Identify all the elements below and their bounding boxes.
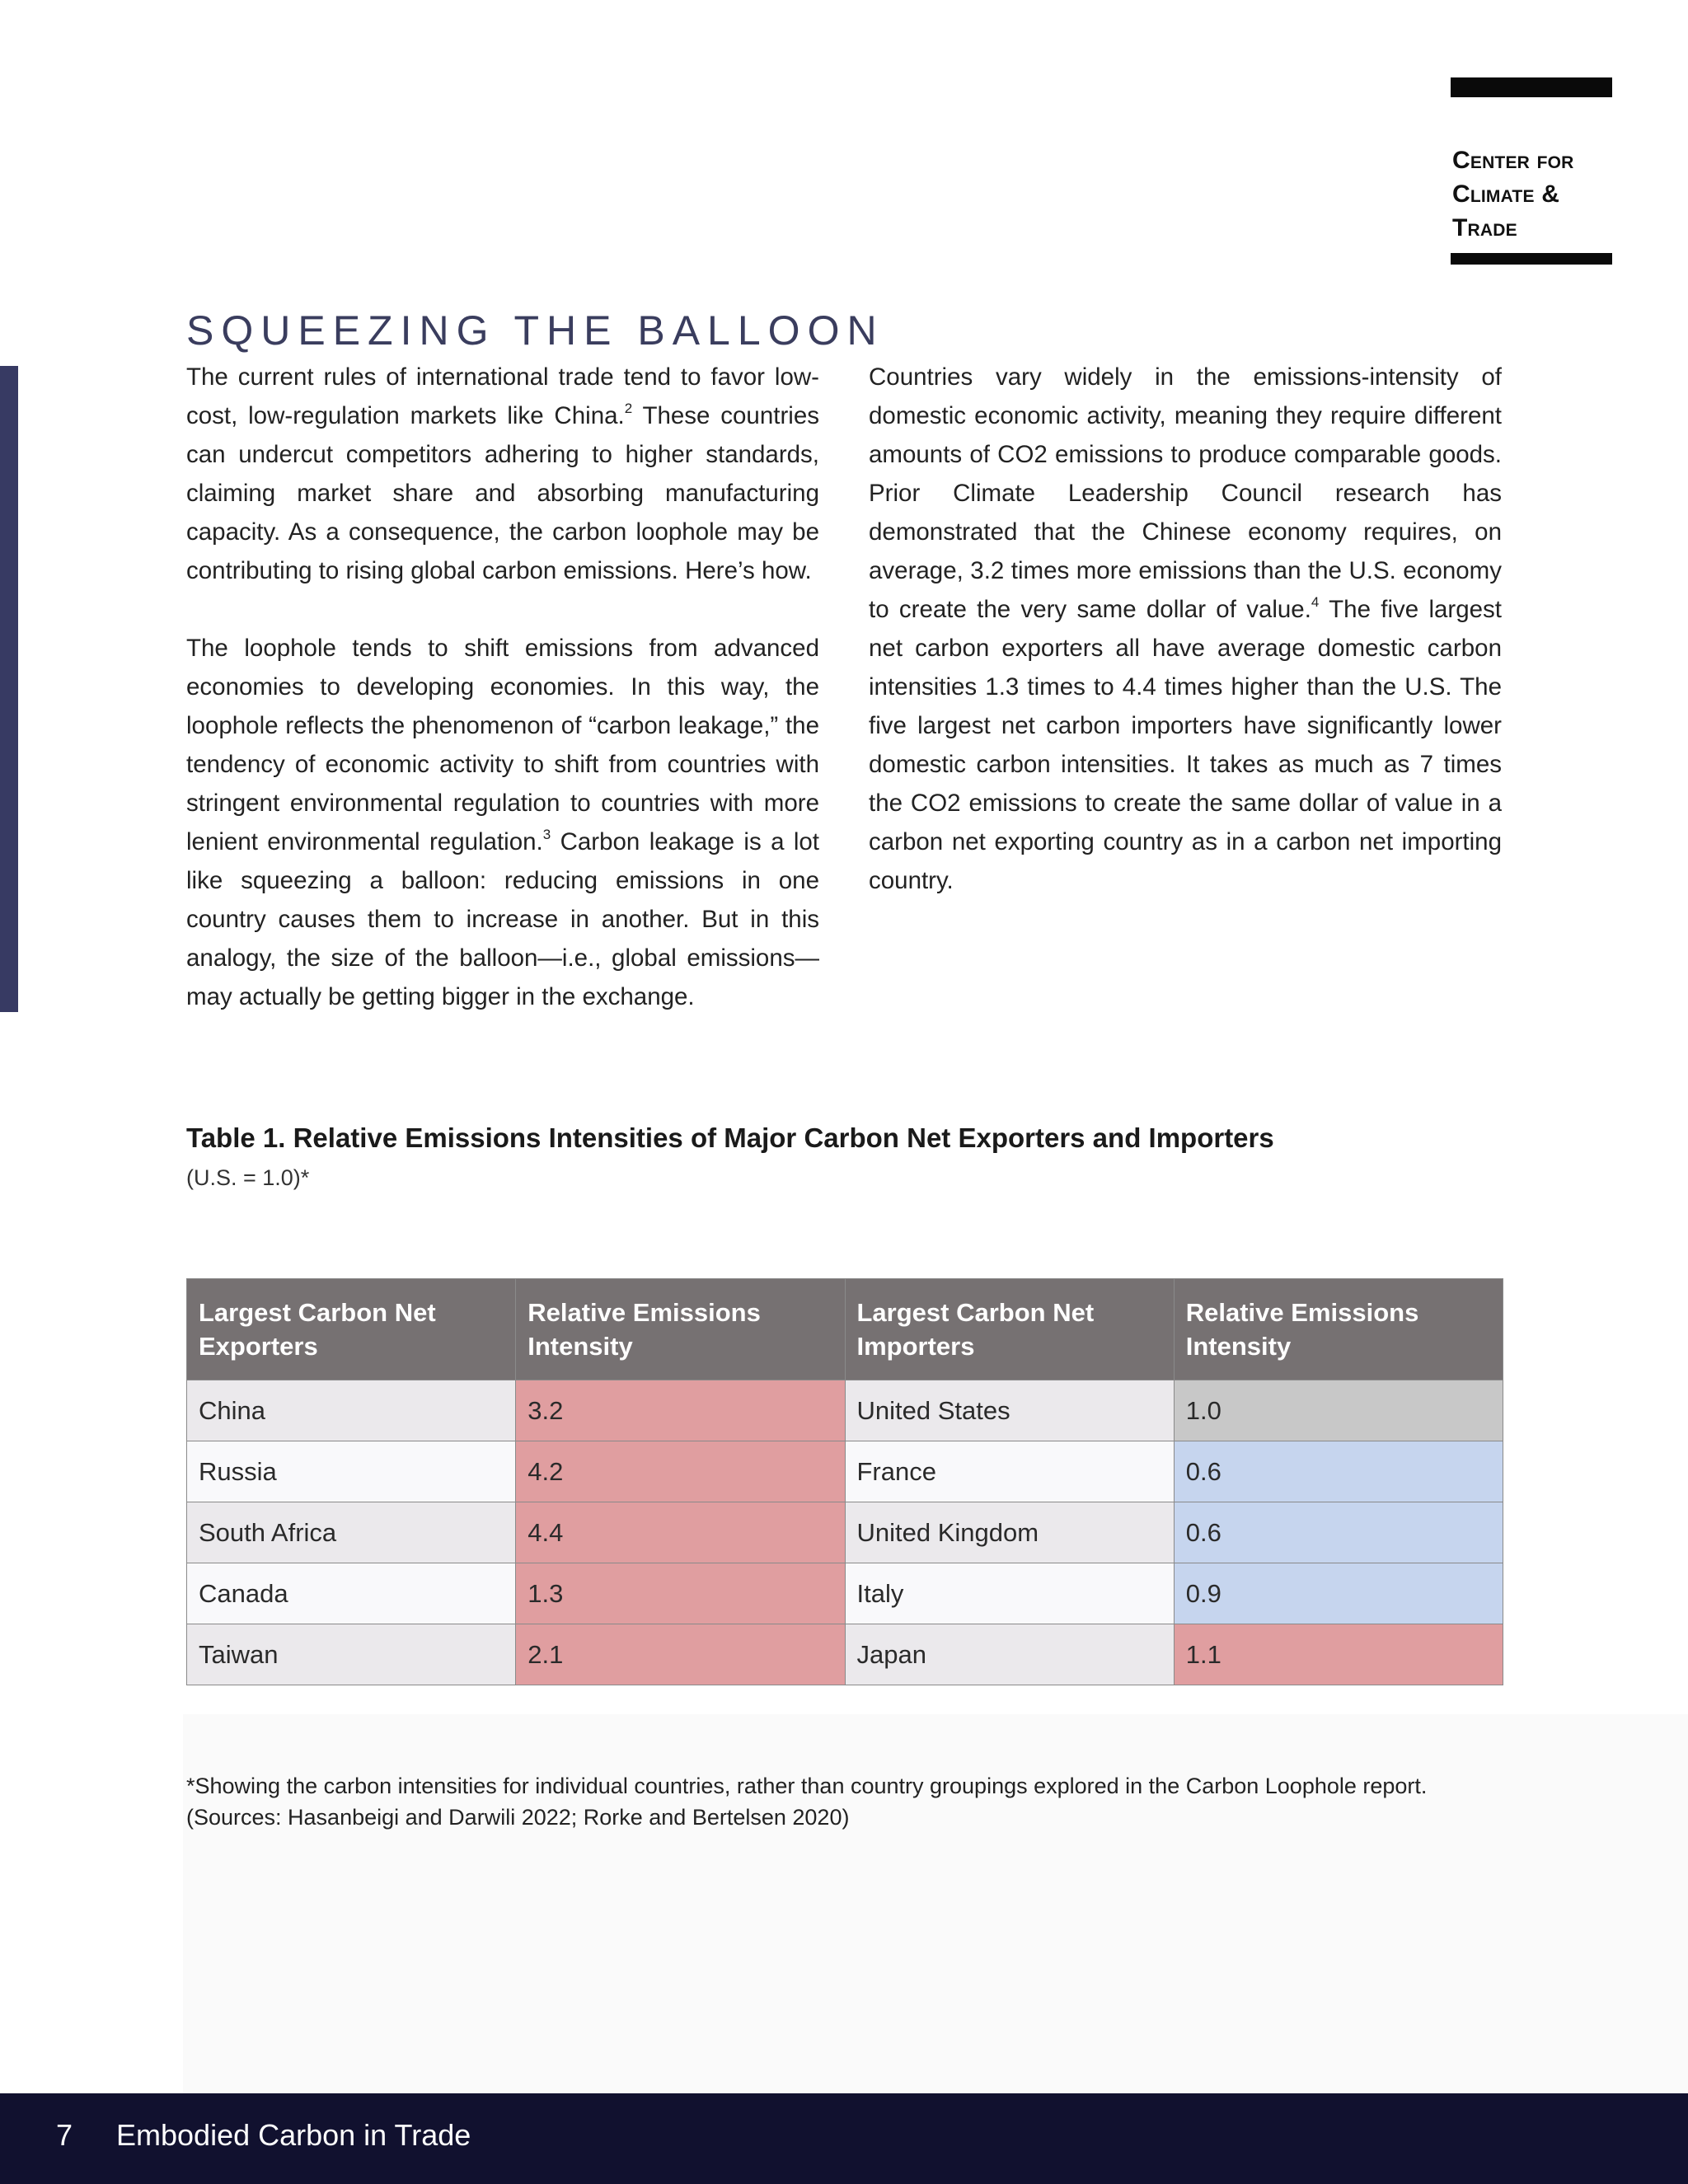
exporter-name: Taiwan: [187, 1624, 516, 1685]
table-row: [187, 1502, 1503, 1563]
paragraph-1-text-b: These countries can undercut competitors adhering to higher standards, claiming market share and absorbing manufacturing capacity. As a consequence, the carbon loophole may be contributing to rising global carbon emissions. Here’s how.: [186, 402, 819, 584]
table-row: [187, 1563, 1503, 1624]
importer-intensity: 0.9: [1174, 1563, 1503, 1624]
importer-name: France: [845, 1441, 1174, 1502]
paragraph-3-text-b: The five largest net carbon exporters all have average domestic carbon intensities 1.3 times to 4.4 times higher than the U.S. The five largest net carbon importers have significantly lower domestic carbon intensities. It takes as much as 7 times the CO2 emissions to create the same dollar of value in a carbon net exporting country as in a carbon net importing country.: [869, 596, 1502, 894]
center-for-climate-and-trade-logo: [1451, 77, 1612, 265]
paragraph-3: [869, 358, 1502, 900]
header-exporters: Largest Carbon Net Exporters: [187, 1279, 516, 1380]
footnote-ref-4[interactable]: 4: [1311, 594, 1320, 611]
header-exporter-intensity: Relative Emissions Intensity: [516, 1279, 845, 1380]
logo-top-bar: [1451, 77, 1612, 97]
table-row: [187, 1380, 1503, 1441]
footnote-ref-3[interactable]: 3: [542, 827, 551, 843]
exporter-name: Canada: [187, 1563, 516, 1624]
exporter-name: Russia: [187, 1441, 516, 1502]
header-importers: Largest Carbon Net Importers: [845, 1279, 1174, 1380]
paragraph-2-text-b: Carbon leakage is a lot like squeezing a balloon: reducing emissions in one country causes them to increase in another. But in this analogy, the size of the balloon—i.e., global emissions—may actually be getting bigger in the exchange.: [186, 828, 819, 1010]
footer-doc-title: Embodied Carbon in Trade: [116, 2118, 471, 2152]
logo-line-3: Trade: [1452, 214, 1517, 241]
importer-name: Italy: [845, 1563, 1174, 1624]
table-footnote: [186, 1770, 1427, 1833]
table-caption: Table 1. Relative Emissions Intensities of Major Carbon Net Exporters and Importers: [186, 1122, 1274, 1153]
body-right-column: [869, 358, 1502, 939]
importer-name: United States: [845, 1380, 1174, 1441]
exporter-name: South Africa: [187, 1502, 516, 1563]
paragraph-2-text-a: The loophole tends to shift emissions from advanced economies to developing economies. In this way, the loophole reflects the phenomenon of “carbon leakage,” the tendency of economic activity to shift from countries with stringent environmental regulation to countries with more lenient environmental regulation.: [186, 635, 819, 855]
header-importer-intensity: Relative Emissions Intensity: [1174, 1279, 1503, 1380]
page-number: 7: [56, 2118, 73, 2152]
importer-name: United Kingdom: [845, 1502, 1174, 1563]
section-title: SQUEEZING THE BALLOON: [186, 307, 884, 354]
table-header-row: [187, 1279, 1503, 1380]
exporter-intensity: 4.2: [516, 1441, 845, 1502]
logo-text: [1451, 97, 1612, 253]
importer-intensity: 0.6: [1174, 1441, 1503, 1502]
paragraph-2: [186, 629, 819, 1016]
importer-intensity: 0.6: [1174, 1502, 1503, 1563]
emissions-intensity-table: [186, 1278, 1503, 1685]
logo-line-2: Climate &: [1452, 180, 1560, 208]
body-left-column: [186, 358, 819, 1055]
paragraph-1: [186, 358, 819, 590]
table-note: (U.S. = 1.0)*: [186, 1165, 310, 1190]
page-footer: [0, 2093, 1688, 2184]
importer-intensity: 1.1: [1174, 1624, 1503, 1685]
importer-name: Japan: [845, 1624, 1174, 1685]
footnote-line-2: (Sources: Hasanbeigi and Darwili 2022; Rorke and Bertelsen 2020): [186, 1805, 850, 1830]
logo-line-1: Center for: [1452, 147, 1574, 174]
exporter-name: China: [187, 1380, 516, 1441]
exporter-intensity: 2.1: [516, 1624, 845, 1685]
table-row: [187, 1624, 1503, 1685]
paragraph-3-text-a: Countries vary widely in the emissions-intensity of domestic economic activity, meaning they require different amounts of CO2 emissions to produce comparable goods. Prior Climate Leadership Council research has demonstrated that the Chinese economy requires, on average, 3.2 times more emissions than the U.S. economy to create the very same dollar of value.: [869, 363, 1502, 623]
footnote-ref-2[interactable]: 2: [624, 401, 633, 417]
left-accent-bar: [0, 366, 18, 1012]
logo-bottom-bar: [1451, 253, 1612, 265]
footnote-line-1: *Showing the carbon intensities for individual countries, rather than country groupings explored in the Carbon Loophole report.: [186, 1774, 1428, 1798]
importer-intensity: 1.0: [1174, 1380, 1503, 1441]
exporter-intensity: 3.2: [516, 1380, 845, 1441]
exporter-intensity: 4.4: [516, 1502, 845, 1563]
exporter-intensity: 1.3: [516, 1563, 845, 1624]
paragraph-1-text-a: The current rules of international trade tend to favor low-cost, low-regulation markets like China.: [186, 363, 819, 429]
table-row: [187, 1441, 1503, 1502]
